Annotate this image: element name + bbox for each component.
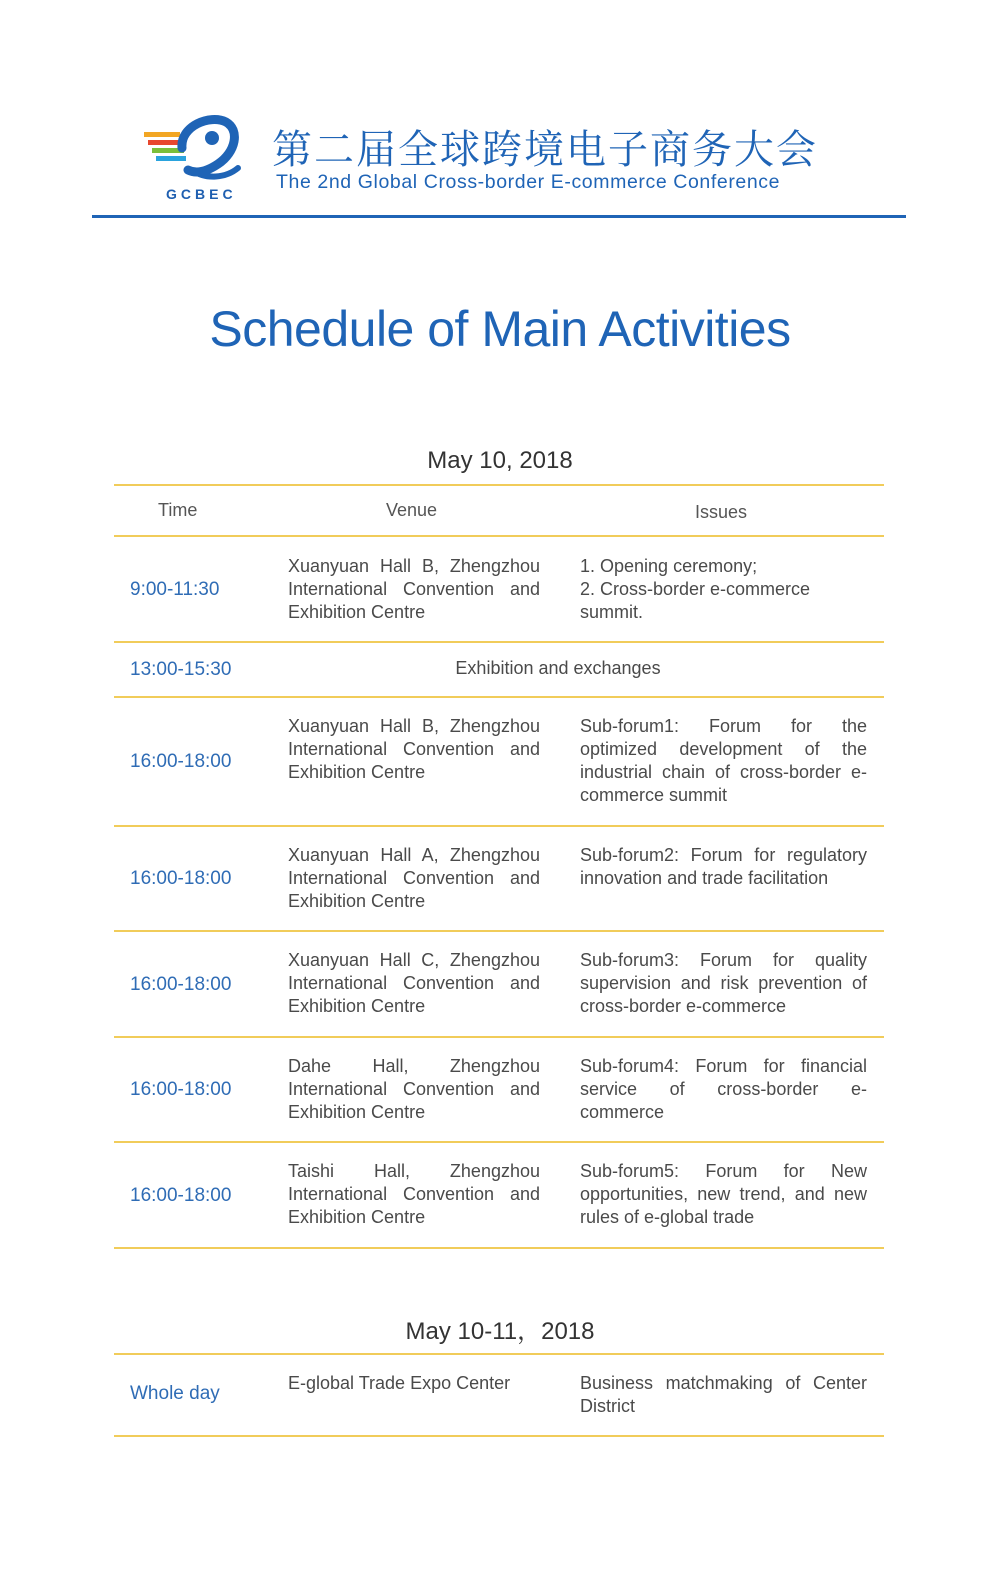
issue-line: Sub-forum3: Forum for quality	[580, 950, 867, 970]
table-rule	[114, 930, 884, 932]
issue-line: Sub-forum5: Forum for New	[580, 1161, 867, 1181]
row-issues	[580, 1160, 867, 1229]
logo-wordmark: GCBEC	[166, 186, 237, 202]
row-venue	[288, 555, 540, 624]
row-time: 9:00-11:30	[130, 579, 220, 600]
row-venue	[288, 1160, 540, 1229]
issue-line: Sub-forum2: Forum for regulatory	[580, 845, 867, 865]
day2-date-heading: May 10-11，2018	[405, 1318, 595, 1345]
conference-title-en: The 2nd Global Cross-border E-commerce Conference	[276, 171, 781, 193]
venue-line: Exhibition Centre	[288, 891, 426, 911]
column-header-venue: Venue	[386, 500, 438, 520]
column-header-issues: Issues	[695, 502, 748, 522]
row-time: 16:00-18:00	[130, 868, 232, 889]
venue-line: Exhibition Centre	[288, 762, 426, 782]
issue-line: commerce	[580, 1102, 665, 1122]
row-venue	[288, 1372, 540, 1395]
table-rule	[114, 1353, 884, 1355]
conference-title-cn: 第二届全球跨境电子商务大会	[272, 127, 818, 173]
venue-line: International Convention and	[288, 579, 540, 599]
venue-line: Exhibition Centre	[288, 602, 426, 622]
gcbec-logo-icon	[140, 112, 250, 192]
table-rule	[114, 535, 884, 537]
venue-line: Exhibition Centre	[288, 1102, 426, 1122]
venue-line: International Convention and	[288, 1079, 540, 1099]
issue-line: commerce summit	[580, 785, 728, 805]
row-time: 16:00-18:00	[130, 1185, 232, 1206]
venue-line: International Convention and	[288, 1184, 540, 1204]
row-time: Whole day	[130, 1383, 220, 1404]
row-time: 16:00-18:00	[130, 1079, 232, 1100]
table-rule	[114, 641, 884, 643]
row-time: 13:00-15:30	[130, 659, 232, 680]
table-rule	[114, 825, 884, 827]
row-venue	[288, 949, 540, 1018]
row-venue	[288, 715, 540, 784]
issue-line: service of cross-border e-	[580, 1079, 867, 1099]
row-venue	[288, 844, 540, 913]
venue-line: International Convention and	[288, 739, 540, 759]
page-title: Schedule of Main Activities	[209, 301, 791, 357]
row-time: 16:00-18:00	[130, 974, 232, 995]
table-rule	[114, 1435, 884, 1437]
issue-line: Business matchmaking of Center	[580, 1373, 867, 1393]
column-header-time: Time	[158, 500, 198, 520]
venue-line: Xuanyuan Hall B, Zhengzhou	[288, 716, 540, 736]
issue-line: summit.	[580, 602, 643, 622]
issue-line: Sub-forum4: Forum for financial	[580, 1056, 867, 1076]
header-divider	[92, 215, 906, 218]
issue-line: 1. Opening ceremony;	[580, 556, 758, 576]
venue-line: Exhibition Centre	[288, 996, 426, 1016]
gcbec-logo	[140, 112, 250, 204]
row-issues	[580, 1372, 867, 1418]
issue-line: optimized development of the	[580, 739, 867, 759]
issue-line: Sub-forum1: Forum for the	[580, 716, 867, 736]
issue-line: industrial chain of cross-border e-	[580, 762, 867, 782]
venue-line: International Convention and	[288, 973, 540, 993]
row-issues	[580, 1055, 867, 1124]
venue-line: Taishi Hall, Zhengzhou	[288, 1161, 540, 1181]
page-header	[0, 0, 1000, 230]
venue-line: E-global Trade Expo Center	[288, 1373, 511, 1393]
row-issues	[580, 949, 867, 1018]
venue-line: Xuanyuan Hall A, Zhengzhou	[288, 845, 540, 865]
table-rule	[114, 1036, 884, 1038]
table-rule	[114, 1141, 884, 1143]
row-venue	[288, 1055, 540, 1124]
table-rule	[114, 1247, 884, 1249]
issue-line: cross-border e-commerce	[580, 996, 787, 1016]
issue-line: supervision and risk prevention of	[580, 973, 867, 993]
venue-line: Xuanyuan Hall C, Zhengzhou	[288, 950, 540, 970]
day1-date-heading: May 10, 2018	[427, 447, 573, 474]
row-issues	[580, 715, 867, 807]
table-rule	[114, 484, 884, 486]
venue-line: International Convention and	[288, 868, 540, 888]
issue-line: rules of e-global trade	[580, 1207, 755, 1227]
venue-line: Dahe Hall, Zhengzhou	[288, 1056, 540, 1076]
issue-line: innovation and trade facilitation	[580, 868, 829, 888]
issue-line: opportunities, new trend, and new	[580, 1184, 867, 1204]
row-issues	[580, 844, 867, 890]
table-rule	[114, 696, 884, 698]
issue-line: 2. Cross-border e-commerce	[580, 579, 811, 599]
issue-line: District	[580, 1396, 635, 1416]
venue-line: Exhibition Centre	[288, 1207, 426, 1227]
row-time: 16:00-18:00	[130, 751, 232, 772]
row-issues	[580, 555, 867, 624]
venue-line: Xuanyuan Hall B, Zhengzhou	[288, 556, 540, 576]
row-merged-activity: Exhibition and exchanges	[455, 658, 661, 678]
